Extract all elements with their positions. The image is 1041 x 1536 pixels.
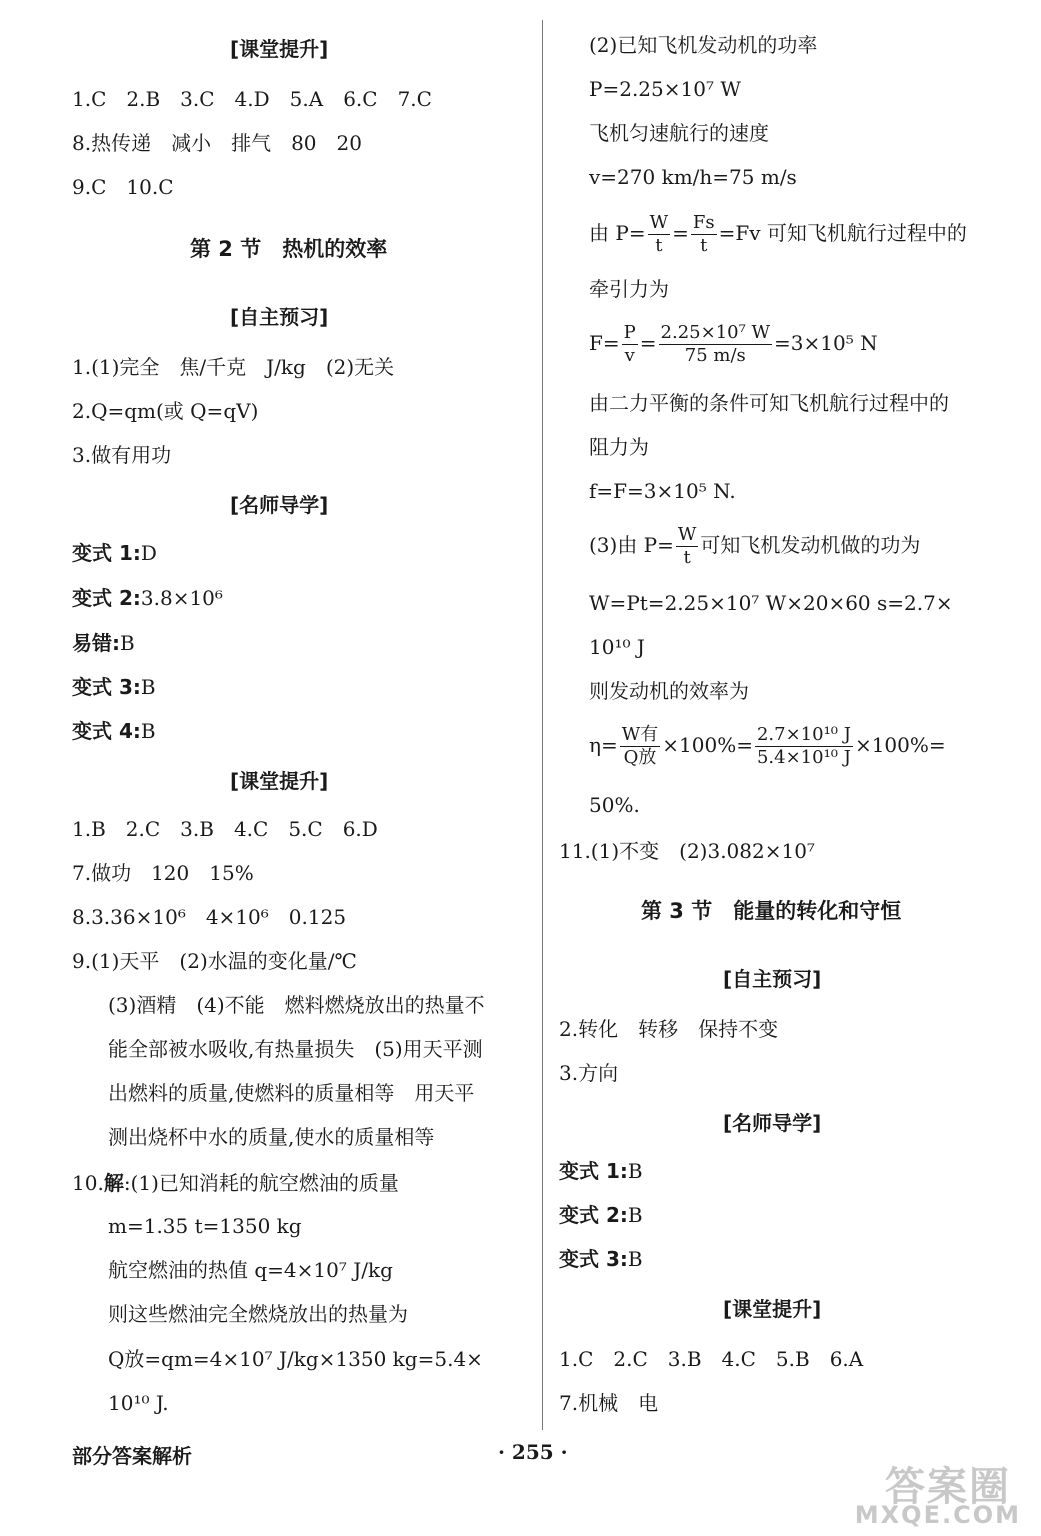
heading-ketang-tisheng: [课堂提升]	[230, 769, 329, 793]
answer-line: (2)已知飞机发动机的功率	[589, 33, 818, 57]
variant-line: 变式 2:3.8×10⁶	[72, 586, 223, 610]
answer-line: 测出烧杯中水的质量,使水的质量相等	[108, 1125, 435, 1149]
fraction: $\frac{P}{v}$	[623, 322, 636, 366]
answer-line: v=270 km/h=75 m/s	[589, 165, 797, 189]
section-title: 第 3 节 能量的转化和守恒	[641, 899, 902, 923]
answer-line: 1.(1)完全 焦/千克 J/kg (2)无关	[72, 355, 395, 379]
column-divider	[542, 20, 543, 1430]
answer-line: 航空燃油的热值 q=4×10⁷ J/kg	[108, 1258, 393, 1282]
answer-line: f=F=3×10⁵ N.	[589, 479, 736, 503]
answer-line: 由二力平衡的条件可知飞机航行过程中的	[589, 391, 949, 415]
answer-line: 能全部被水吸收,有热量损失 (5)用天平测	[108, 1037, 483, 1061]
answer-line: 飞机匀速航行的速度	[589, 121, 769, 145]
answer-line: 则这些燃油完全燃烧放出的热量为	[108, 1302, 408, 1326]
page-number: · 255 ·	[498, 1440, 568, 1464]
fraction: $\frac{\text{2.25×10⁷ W}}{75 m/s}$	[660, 322, 771, 366]
heading-zizhu-yuxi: [自主预习]	[723, 967, 822, 991]
variant-line: 变式 2:B	[559, 1203, 643, 1227]
answer-line: 1.B 2.C 3.B 4.C 5.C 6.D	[72, 817, 378, 841]
variant-line: 变式 3:B	[72, 675, 156, 699]
fraction: $\frac{\text{W有}}{\text{Q放}}$	[621, 724, 659, 768]
answer-line: 50%.	[589, 793, 640, 817]
fraction: $\frac{W}{t}$	[677, 524, 697, 568]
answer-line: 8.热传递 减小 排气 80 20	[72, 131, 362, 155]
answer-line: 1.C 2.C 3.B 4.C 5.B 6.A	[559, 1347, 864, 1371]
formula-line: 由 P= $\frac{W}{t}$ = $\frac{Fs}{t}$ =Fv 可知飞机航行过程中的	[589, 212, 967, 256]
footer-title: 部分答案解析	[72, 1444, 192, 1468]
heading-ketang-tisheng: [课堂提升]	[723, 1297, 822, 1321]
answer-line: 7.机械 电	[559, 1391, 659, 1415]
variant-line: 变式 1:D	[72, 541, 157, 565]
answer-line: m=1.35 t=1350 kg	[108, 1214, 302, 1238]
answer-line: W=Pt=2.25×10⁷ W×20×60 s=2.7×	[589, 591, 953, 615]
answer-line: Q放=qm=4×10⁷ J/kg×1350 kg=5.4×	[108, 1347, 483, 1371]
variant-line: 易错:B	[72, 631, 135, 655]
variant-line: 变式 4:B	[72, 719, 156, 743]
heading-ketang-tisheng: [课堂提升]	[230, 37, 329, 61]
answer-line: 2.Q=qm(或 Q=qV)	[72, 399, 259, 423]
heading-mingshi-daoxue: [名师导学]	[230, 493, 329, 517]
answer-line: P=2.25×10⁷ W	[589, 77, 741, 101]
answer-line: 则发动机的效率为	[589, 679, 749, 703]
heading-mingshi-daoxue: [名师导学]	[723, 1111, 822, 1135]
fraction: $\frac{\text{2.7×10¹⁰ J}}{\text{5.4×10¹⁰ J}}$	[756, 724, 851, 768]
fraction: $\frac{W}{t}$	[649, 212, 669, 256]
answer-line: 8.3.36×10⁶ 4×10⁶ 0.125	[72, 905, 347, 929]
answer-line: 10¹⁰ J	[589, 635, 645, 659]
answer-line: 11.(1)不变 (2)3.082×10⁷	[559, 839, 815, 863]
formula-line: (3)由 P= $\frac{W}{t}$ 可知飞机发动机做的功为	[589, 524, 921, 568]
answer-line: 3.方向	[559, 1061, 619, 1085]
heading-zizhu-yuxi: [自主预习]	[230, 305, 329, 329]
answer-line: 7.做功 120 15%	[72, 861, 254, 885]
answer-line: 9.(1)天平 (2)水温的变化量/℃	[72, 949, 357, 973]
answer-line: 阻力为	[589, 435, 649, 459]
answer-line: 3.做有用功	[72, 443, 172, 467]
answer-line: 牵引力为	[589, 277, 669, 301]
answer-line: 2.转化 转移 保持不变	[559, 1017, 779, 1041]
variant-line: 变式 3:B	[559, 1247, 643, 1271]
answer-line: 出燃料的质量,使燃料的质量相等 用天平	[108, 1081, 475, 1105]
answer-line: 9.C 10.C	[72, 175, 174, 199]
formula-line: F= $\frac{P}{v}$ = $\frac{\text{2.25×10⁷ W}}{75 m/s}$ =3×10⁵ N	[589, 322, 878, 366]
section-title: 第 2 节 热机的效率	[190, 237, 388, 261]
answer-line: 1.C 2.B 3.C 4.D 5.A 6.C 7.C	[72, 87, 432, 111]
answer-line: 10.解:(1)已知消耗的航空燃油的质量	[72, 1171, 399, 1195]
answer-line: (3)酒精 (4)不能 燃料燃烧放出的热量不	[108, 993, 485, 1017]
fraction: $\frac{Fs}{t}$	[692, 212, 715, 256]
watermark-logo: 答案圈 MXQE.COM	[854, 1464, 1021, 1529]
answer-line: 10¹⁰ J.	[108, 1391, 169, 1415]
variant-line: 变式 1:B	[559, 1159, 643, 1183]
formula-line: η= $\frac{\text{W有}}{\text{Q放}}$ ×100%= $\frac{\text{2.7×10¹⁰ J}}{\text{5.4×10¹⁰ J}}$ ×100%=	[589, 724, 946, 768]
